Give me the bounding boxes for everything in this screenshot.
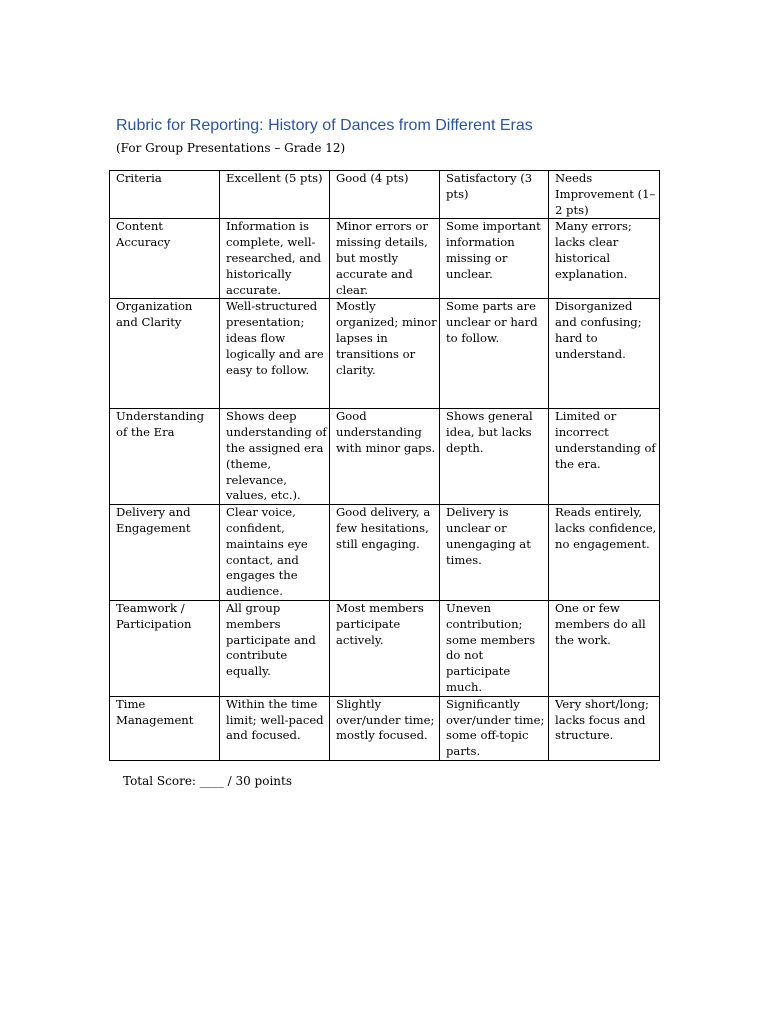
excellent-cell: Shows deep understanding of the assigned era (theme, relevance, values, etc.). xyxy=(220,409,330,505)
good-cell: Good delivery, a few hesitations, still engaging. xyxy=(330,505,440,601)
criterion-cell: Teamwork / Participation xyxy=(110,600,220,696)
excellent-cell: Well-structured presentation; ideas flow logically and are easy to follow. xyxy=(220,299,330,409)
header-criteria: Criteria xyxy=(110,171,220,219)
header-good: Good (4 pts) xyxy=(330,171,440,219)
satisfactory-cell: Uneven contribution; some members do not participate much. xyxy=(440,600,549,696)
criterion-cell: Delivery and Engagement xyxy=(110,505,220,601)
satisfactory-cell: Some parts are unclear or hard to follow. xyxy=(440,299,549,409)
document-title: Rubric for Reporting: History of Dances from Different Eras xyxy=(116,117,533,134)
needs-improvement-cell: Many errors; lacks clear historical explanation. xyxy=(549,219,660,299)
excellent-cell: Information is complete, well-researched, and historically accurate. xyxy=(220,219,330,299)
needs-improvement-cell: One or few members do all the work. xyxy=(549,600,660,696)
criterion-cell: Time Management xyxy=(110,696,220,760)
satisfactory-cell: Shows general idea, but lacks depth. xyxy=(440,409,549,505)
satisfactory-cell: Some important information missing or unclear. xyxy=(440,219,549,299)
rubric-table xyxy=(109,170,660,761)
excellent-cell: All group members participate and contribute equally. xyxy=(220,600,330,696)
header-excellent: Excellent (5 pts) xyxy=(220,171,330,219)
table-row xyxy=(110,696,660,760)
table-row xyxy=(110,600,660,696)
satisfactory-cell: Significantly over/under time; some off-topic parts. xyxy=(440,696,549,760)
needs-improvement-cell: Limited or incorrect understanding of the era. xyxy=(549,409,660,505)
criterion-cell: Organization and Clarity xyxy=(110,299,220,409)
excellent-cell: Within the time limit; well-paced and focused. xyxy=(220,696,330,760)
needs-improvement-cell: Disorganized and confusing; hard to understand. xyxy=(549,299,660,409)
good-cell: Minor errors or missing details, but mostly accurate and clear. xyxy=(330,219,440,299)
rubric-header-row xyxy=(110,171,660,219)
excellent-cell: Clear voice, confident, maintains eye contact, and engages the audience. xyxy=(220,505,330,601)
needs-improvement-cell: Reads entirely, lacks confidence, no engagement. xyxy=(549,505,660,601)
criterion-cell: Content Accuracy xyxy=(110,219,220,299)
criterion-cell: Understanding of the Era xyxy=(110,409,220,505)
table-row xyxy=(110,505,660,601)
good-cell: Good understanding with minor gaps. xyxy=(330,409,440,505)
header-satisfactory: Satisfactory (3 pts) xyxy=(440,171,549,219)
needs-improvement-cell: Very short/long; lacks focus and structure. xyxy=(549,696,660,760)
good-cell: Most members participate actively. xyxy=(330,600,440,696)
document-subtitle: (For Group Presentations – Grade 12) xyxy=(116,141,346,155)
table-row xyxy=(110,409,660,505)
good-cell: Slightly over/under time; mostly focused. xyxy=(330,696,440,760)
table-row xyxy=(110,299,660,409)
header-needs-improvement: Needs Improvement (1–2 pts) xyxy=(549,171,660,219)
good-cell: Mostly organized; minor lapses in transitions or clarity. xyxy=(330,299,440,409)
satisfactory-cell: Delivery is unclear or unengaging at times. xyxy=(440,505,549,601)
table-row xyxy=(110,219,660,299)
total-score: Total Score: ____ / 30 points xyxy=(123,774,292,788)
